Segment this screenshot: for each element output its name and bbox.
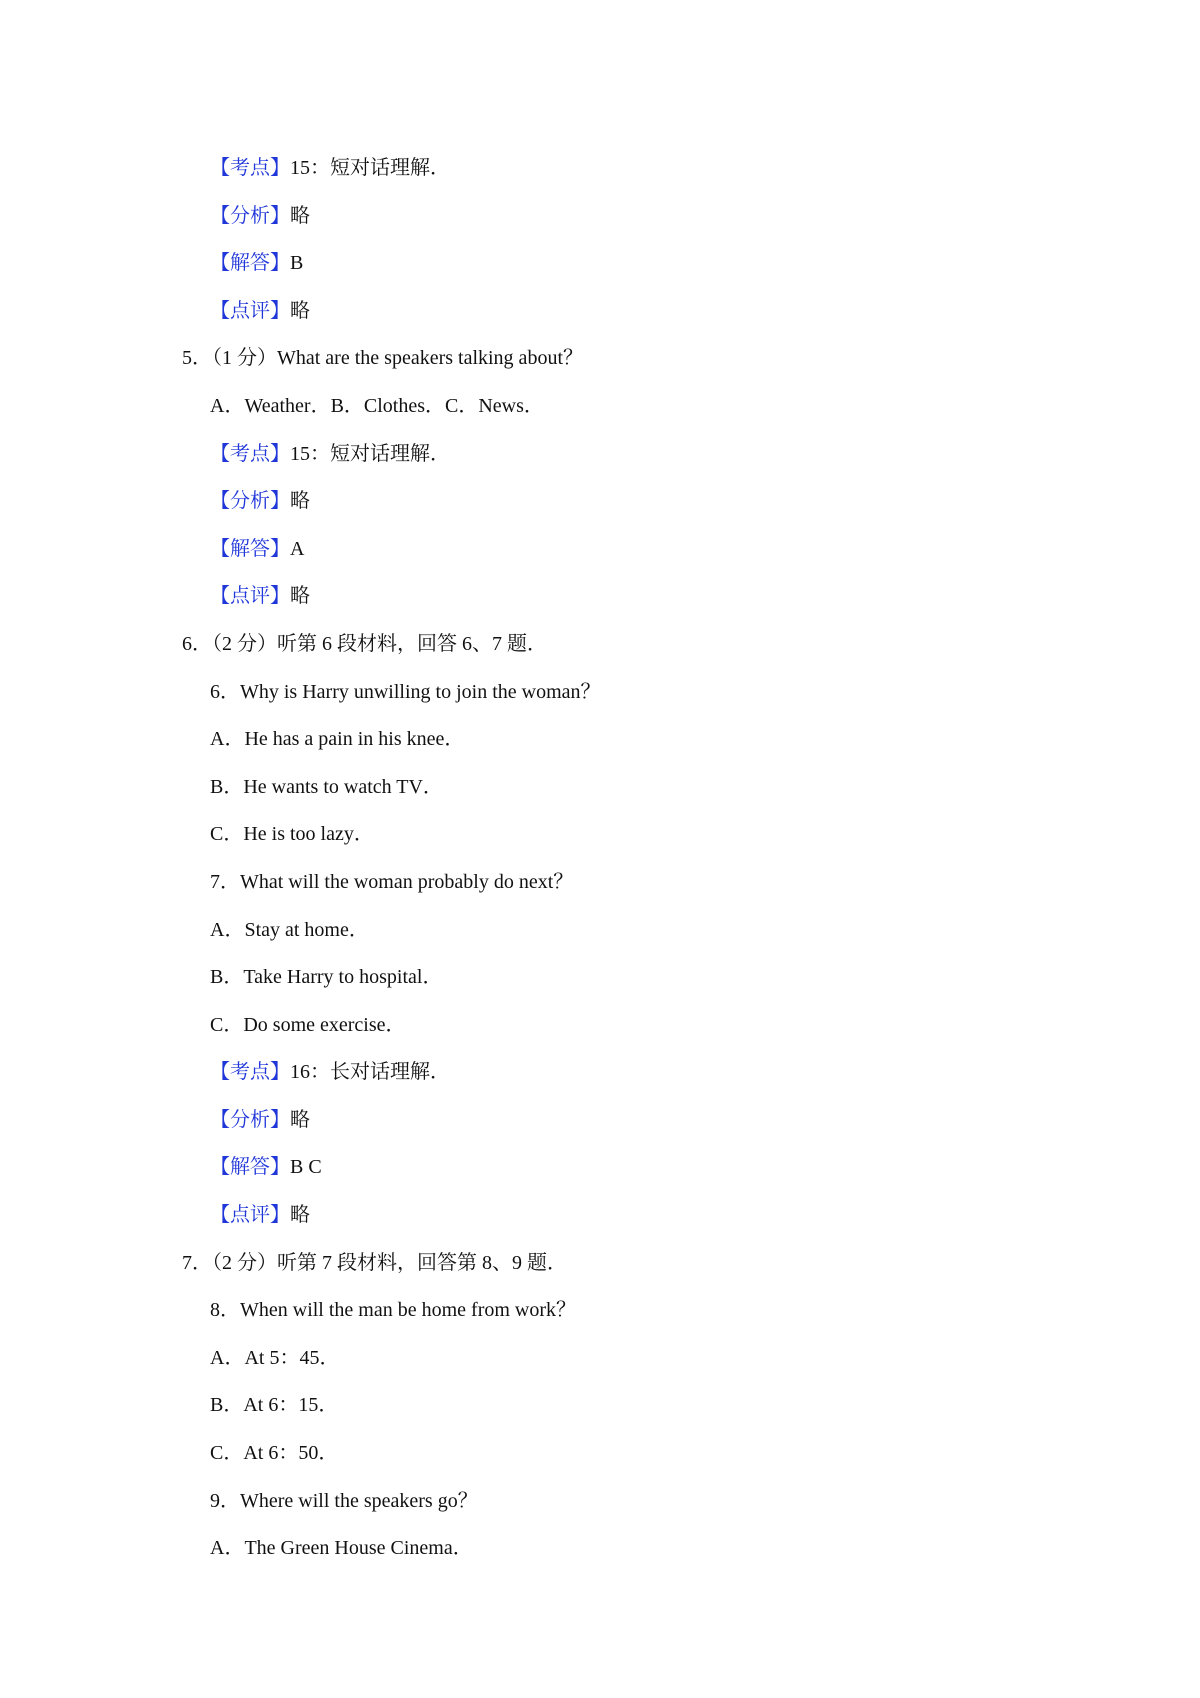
answer-option: C．At 6：50．	[210, 1442, 339, 1465]
analysis-label: 【分析】	[210, 490, 290, 513]
answer-option: A．He has a pain in his knee．	[210, 728, 465, 751]
question-stem: 5．（1 分）What are the speakers talking about？	[182, 347, 583, 370]
analysis-label-line	[0, 1097, 1200, 1145]
comment-label: 【点评】	[210, 299, 290, 322]
analysis-label: 【分析】	[210, 204, 290, 227]
comment-label-line	[0, 288, 1200, 336]
document-page	[0, 145, 1200, 1573]
answer-option: C．Do some exercise．	[210, 1013, 406, 1036]
label-content: B	[290, 252, 304, 275]
analysis-label-line	[0, 478, 1200, 526]
label-content: 略	[290, 490, 310, 513]
answer-option: C．He is too lazy．	[210, 823, 374, 846]
answer-label: 【解答】	[210, 537, 290, 560]
answer-label-line	[0, 526, 1200, 574]
analysis-label-line	[0, 193, 1200, 241]
answer-option: B．At 6：15．	[210, 1394, 339, 1417]
answer-option: B．Take Harry to hospital．	[210, 966, 443, 989]
exam-point-label: 【考点】	[210, 442, 290, 465]
label-content: 15：短对话理解．	[290, 442, 450, 465]
answer-option: A．At 5：45．	[210, 1346, 340, 1369]
exam-point-label: 【考点】	[210, 1061, 290, 1084]
answer-option: A．Weather．B．Clothes．C．News．	[210, 394, 544, 417]
comment-label: 【点评】	[210, 1204, 290, 1227]
label-content: 略	[290, 585, 310, 608]
label-content: B C	[290, 1156, 322, 1179]
comment-label-line	[0, 573, 1200, 621]
sub-question: 8．When will the man be home from work？	[210, 1299, 577, 1322]
exam-point-label-line	[0, 431, 1200, 479]
label-content: 略	[290, 204, 310, 227]
answer-option: B．He wants to watch TV．	[210, 775, 443, 798]
question-stem: 6．（2 分）听第 6 段材料，回答 6、7 题．	[182, 632, 547, 655]
question-stem: 7．（2 分）听第 7 段材料，回答第 8、9 题．	[182, 1251, 567, 1274]
exam-point-label-line	[0, 145, 1200, 193]
answer-label: 【解答】	[210, 252, 290, 275]
label-content: 16：长对话理解．	[290, 1061, 450, 1084]
answer-label: 【解答】	[210, 1156, 290, 1179]
analysis-label: 【分析】	[210, 1108, 290, 1131]
exam-point-label: 【考点】	[210, 157, 290, 179]
exam-point-label-line	[0, 1049, 1200, 1097]
sub-question: 6．Why is Harry unwilling to join the woman？	[210, 680, 601, 703]
answer-label-line	[0, 240, 1200, 288]
sub-question: 9．Where will the speakers go？	[210, 1489, 478, 1512]
label-content: 略	[290, 299, 310, 322]
answer-option: A．Stay at home．	[210, 918, 369, 941]
comment-label-line	[0, 1192, 1200, 1240]
answer-option: A．The Green House Cinema．	[210, 1537, 473, 1560]
label-content: 略	[290, 1108, 310, 1131]
sub-question: 7．What will the woman probably do next？	[210, 870, 574, 893]
label-content: 15：短对话理解．	[290, 157, 450, 179]
label-content: 略	[290, 1204, 310, 1227]
comment-label: 【点评】	[210, 585, 290, 608]
answer-label-line	[0, 1144, 1200, 1192]
label-content: A	[290, 537, 305, 560]
